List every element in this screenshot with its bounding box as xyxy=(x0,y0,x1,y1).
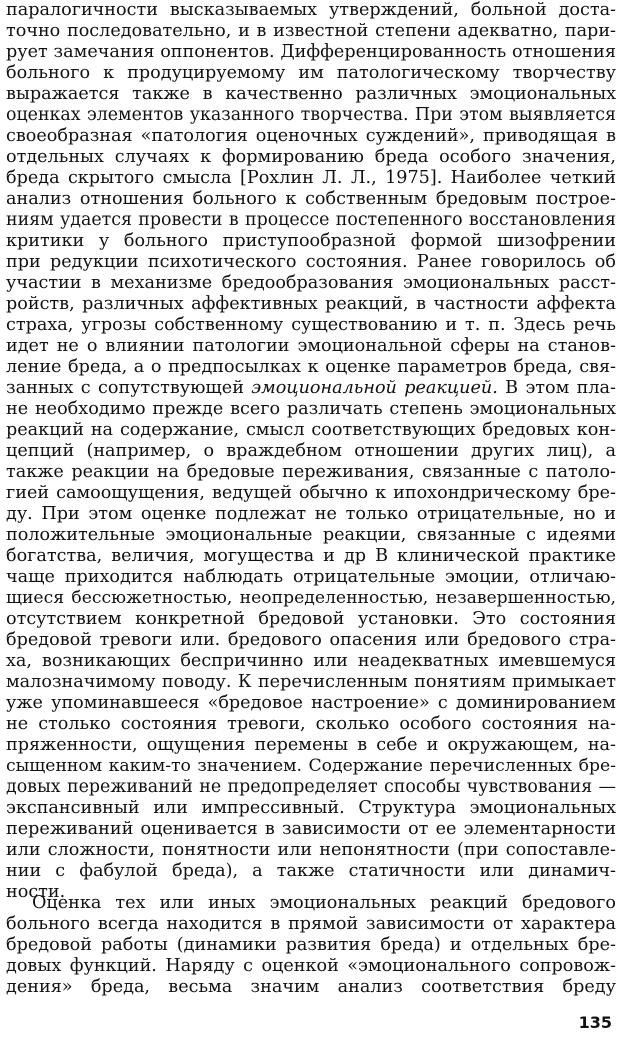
text-line: ха, возникающих беспричинно или неадекватных имевшемуся xyxy=(6,651,616,671)
text-line: ройств, различных аффективных реакций, в частности аффекта xyxy=(6,294,616,314)
text-line: уже упоминавшееся «бредовое настроение» с доминированием xyxy=(6,693,616,713)
text-line: также реакции на бредовые переживания, связанные с патоло- xyxy=(6,462,616,482)
text-line: чаще приходится наблюдать отрицательные эмоции, отличаю- xyxy=(6,567,616,587)
text-line: критики у больного приступообразной формой шизофрении xyxy=(6,231,616,251)
text-line: не необходимо прежде всего различать степень эмоциональных xyxy=(6,399,616,419)
text-line: при редукции психотического состояния. Ранее говорилось об xyxy=(6,252,616,272)
text-line: экспансивный или импрессивный. Структура эмоциональных xyxy=(6,798,616,818)
text-line: бредовой тревоги или. бредового опасения или бредового стра- xyxy=(6,630,616,650)
text-line-with-italic xyxy=(6,378,616,399)
text-line: малозначимому поводу. К перечисленным понятиям примыкает xyxy=(6,672,616,692)
italic-phrase: эмоциональной реакцией. xyxy=(251,378,498,398)
text-line: паралогичности высказываемых утверждений, больной доста- xyxy=(6,0,616,20)
text-line: больного к продуцируемому им патологическому творчеству xyxy=(6,63,616,83)
text-line: бредовой работы (динамики развития бреда) и отдельных бре- xyxy=(6,935,616,955)
text-line: ление бреда, а о предпосылках к оценке параметров бреда, свя- xyxy=(6,357,616,377)
text-line: переживаний оценивается в зависимости от ее элементарности xyxy=(6,819,616,839)
text-line: оценках элементов указанного творчества. При этом выявляется xyxy=(6,105,616,125)
text-line: или сложности, понятности или непонятности (при сопоставле- xyxy=(6,840,616,860)
text-line: участии в механизме бредообразования эмоциональных расст- xyxy=(6,273,616,293)
text-line: реакций на содержание, смысл соответствующих бредовых кон- xyxy=(6,420,616,440)
line-text-before-italic: занных с сопутствующей xyxy=(6,378,252,398)
text-line: сыщенном каким-то значением. Содержание перечисленных бре- xyxy=(6,756,616,776)
text-line: больного всегда находится в прямой зависимости от характера xyxy=(6,914,616,934)
text-line: пряженности, ощущения перемены в себе и окружающем, на- xyxy=(6,735,616,755)
paragraph-1 xyxy=(6,0,616,903)
text-line: дения» бреда, весьма значим анализ соответствия бреду xyxy=(6,977,616,997)
text-line: ду. При этом оценке подлежат не только отрицательные, но и xyxy=(6,504,616,524)
text-line: довых переживаний не предопределяет способы чувствования — xyxy=(6,777,616,797)
line-text-after-italic: В этом пла- xyxy=(497,378,616,398)
text-line: гией самоощущения, ведущей обычно к ипохондрическому бре- xyxy=(6,483,616,503)
text-line: идет не о влиянии патологии эмоциональной сферы на станов- xyxy=(6,336,616,356)
text-line: Оценка тех или иных эмоциональных реакций бредового xyxy=(32,893,616,913)
text-line: бреда скрытого смысла [Рохлин Л. Л., 1975]. Наиболее четкий xyxy=(6,168,616,188)
text-line: щиеся бессюжетностью, неопределенностью, незавершенностью, xyxy=(6,588,616,608)
text-line: точно последовательно, и в известной степени адекватно, пари- xyxy=(6,21,616,41)
text-line: ности. xyxy=(6,882,66,902)
text-line: не столько состояния тревоги, сколько особого состояния на- xyxy=(6,714,616,734)
text-line: страха, угрозы собственному существованию и т. п. Здесь речь xyxy=(6,315,616,335)
text-line: богатства, величия, могущества и др В клинической практике xyxy=(6,546,616,566)
paragraph-2 xyxy=(6,893,616,998)
page-number: 135 xyxy=(578,1013,612,1032)
text-line: анализ отношения больного к собственным бредовым построе- xyxy=(6,189,616,209)
text-line: нии с фабулой бреда), а также статичности или динамич- xyxy=(6,861,616,881)
text-line: отдельных случаях к формированию бреда особого значения, xyxy=(6,147,616,167)
text-line: положительные эмоциональные реакции, связанные с идеями xyxy=(6,525,616,545)
text-line: рует замечания оппонентов. Дифференцированность отношения xyxy=(6,42,616,62)
text-line: отсутствием конкретной бредовой установки. Это состояния xyxy=(6,609,616,629)
text-line: довых функций. Наряду с оценкой «эмоционального сопровож- xyxy=(6,956,616,976)
text-line: своеобразная «патология оценочных суждений», приводящая в xyxy=(6,126,616,146)
text-line: цепций (например, о враждебном отношении других лиц), а xyxy=(6,441,616,461)
text-line: выражается также в качественно различных эмоциональных xyxy=(6,84,616,104)
text-line: ниям удается провести в процессе постепенного восстановления xyxy=(6,210,616,230)
